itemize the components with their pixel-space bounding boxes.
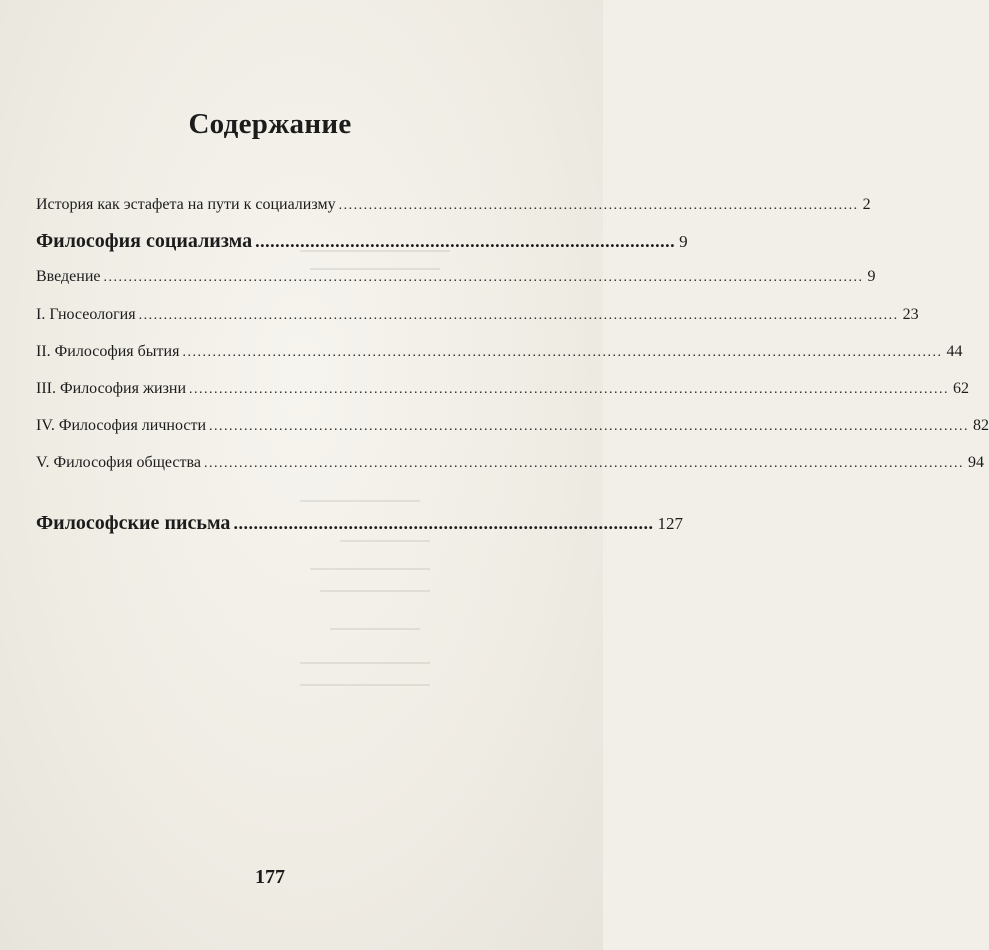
toc-entry-page: 2 <box>862 196 871 213</box>
toc-entry-page: 62 <box>953 380 970 397</box>
leader-dots: ........................................................................................................................................................ <box>209 419 970 434</box>
leader-dots: ........................................................................................................................................................ <box>138 308 899 323</box>
toc-entry[interactable] <box>36 343 963 361</box>
toc-entry-label: V. Философия общества <box>36 454 201 471</box>
toc-entry-page: 82 <box>973 417 989 434</box>
toc-entry[interactable] <box>36 306 919 324</box>
toc-entry-label: III. Философия жизни <box>36 380 187 397</box>
toc-entry-label: IV. Философия личности <box>36 417 207 434</box>
leader-dots: ........................................................................................................................................................ <box>103 270 864 285</box>
toc-entry-label: I. Гносеология <box>36 306 136 323</box>
leader-dots: .................................................................................... <box>255 231 676 251</box>
toc-entry[interactable] <box>36 196 871 214</box>
toc-entry[interactable] <box>36 454 984 472</box>
leader-dots: ........................................................................................................................................................ <box>203 456 964 471</box>
page-title: Содержание <box>188 108 352 140</box>
toc-entry-label: II. Философия бытия <box>36 343 180 360</box>
toc-entry-page: 44 <box>946 343 963 360</box>
toc-section-heading[interactable] <box>36 230 688 253</box>
toc-entry-label: Введение <box>36 268 101 285</box>
toc-entry-page: 9 <box>679 232 688 251</box>
toc-entry-page: 127 <box>657 514 683 533</box>
leader-dots: ........................................................................................................ <box>338 198 859 213</box>
page-number: 177 <box>255 866 285 888</box>
toc-entry-label: История как эстафета на пути к социализму <box>36 196 336 213</box>
toc-entry-label: Философские письма <box>36 512 231 534</box>
toc-entry-page: 94 <box>967 454 984 471</box>
leader-dots: ........................................................................................................................................................ <box>182 345 943 360</box>
toc-section-heading[interactable] <box>36 512 683 535</box>
toc-entry[interactable] <box>36 417 989 435</box>
toc-entry[interactable] <box>36 268 876 286</box>
leader-dots: .................................................................................... <box>233 513 654 533</box>
toc-entry[interactable] <box>36 380 970 398</box>
leader-dots: ........................................................................................................................................................ <box>189 382 950 397</box>
toc-entry-page: 23 <box>902 306 919 323</box>
toc-entry-label: Философия социализма <box>36 230 253 252</box>
toc-entry-page: 9 <box>867 268 876 285</box>
